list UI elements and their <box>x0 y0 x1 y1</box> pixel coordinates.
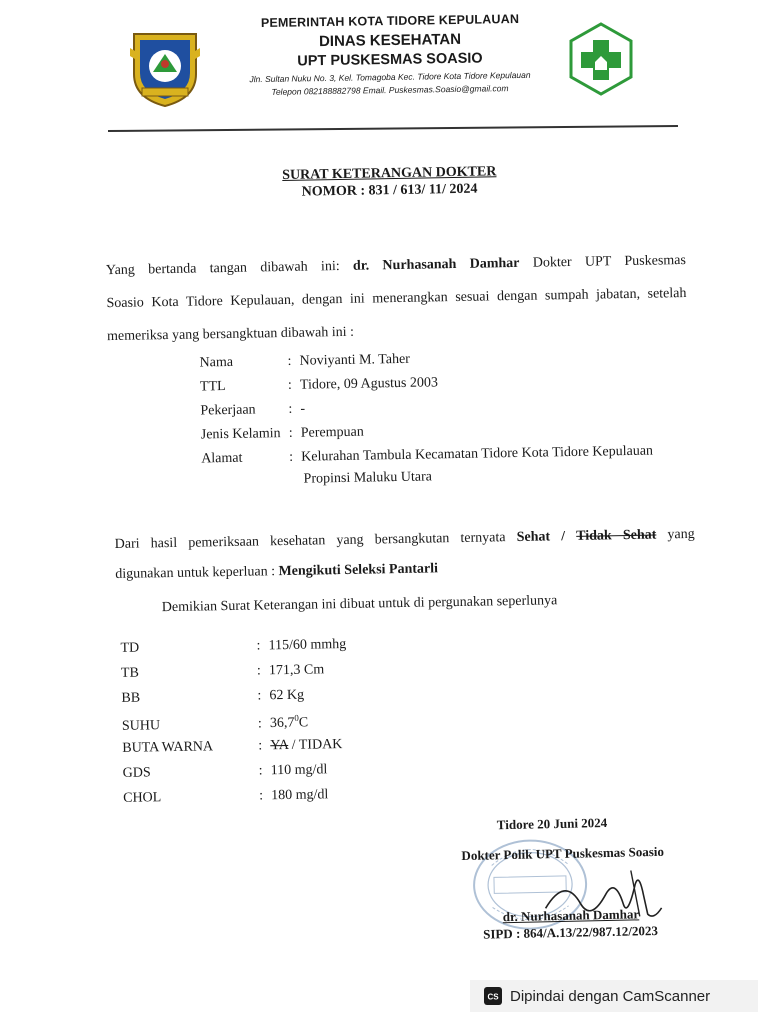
status-healthy: Sehat / <box>516 529 566 545</box>
signature-name: dr. Nurhasanah Damhar <box>502 906 640 925</box>
letterhead-department: DINAS KESEHATAN <box>318 30 462 51</box>
purpose: Mengikuti Seleksi Pantarli <box>278 561 439 580</box>
signature-sipd: SIPD : 864/A.13/22/987.12/2023 <box>482 922 659 942</box>
signature-date: Tidore 20 Juni 2024 <box>496 815 608 833</box>
camscanner-watermark <box>470 980 758 1012</box>
identity-pekerjaan: Pekerjaan : - <box>200 401 306 419</box>
doctor-name: dr. Nurhasanah Damhar <box>352 255 520 274</box>
camscanner-icon <box>484 987 502 1005</box>
identity-alamat-line-2: Propinsi Maluku Utara <box>303 469 433 487</box>
identity-ttl: TTL : Tidore, 09 Agustus 2003 <box>199 375 439 395</box>
intro-line-2: Soasio Kota Tidore Kepulauan, dengan ini menerangkan sesuai dengan sumpah jabatan, setelah <box>106 285 687 312</box>
camscanner-label: Dipindai dengan CamScanner <box>510 987 711 1005</box>
letterhead-clinic: UPT PUSKESMAS SOASIO <box>297 50 483 70</box>
result-closing: Demikian Surat Keterangan ini dibuat untuk di pergunakan seperlunya <box>161 593 558 616</box>
vital-suhu: SUHU : 36,7$^0$C <box>121 712 309 734</box>
result-line-1: Dari hasil pemeriksaan kesehatan yang bersangkutan ternyata Sehat / Tidak Sehat yang <box>114 526 695 552</box>
identity-nama: Nama : Noviyanti M. Taher <box>199 351 411 371</box>
svg-text:CS: CS <box>487 992 499 1002</box>
vital-bb: BB : 62 Kg <box>121 687 305 706</box>
vital-td: TD : 115/60 mmhg <box>120 636 347 656</box>
vital-chol: CHOL : 180 mg/dl <box>123 787 329 806</box>
letter-title: SURAT KETERANGAN DOKTER <box>282 164 497 184</box>
letterhead-address: Jln. Sultan Nuku No. 3, Kel. Tomagoba Kec. Tidore Kota Tidore Kepulauan <box>249 69 531 85</box>
signature-position: Dokter Polik UPT Puskesmas Soasio <box>461 843 665 864</box>
vital-buta-warna: BUTA WARNA : YA / TIDAK <box>122 737 343 756</box>
status-unhealthy-struck: Tidak Sehat <box>576 527 657 544</box>
vital-gds: GDS : 110 mg/dl <box>122 762 328 781</box>
letter-number: NOMOR : 831 / 613/ 11/ 2024 <box>301 181 478 200</box>
letterhead-government: PEMERINTAH KOTA TIDORE KEPULAUAN <box>260 11 520 31</box>
identity-alamat: Alamat : Kelurahan Tambula Kecamatan Tidore Kota Tidore Kepulauan <box>201 443 654 467</box>
identity-jenis-kelamin: Jenis Kelamin : Perempuan <box>200 424 364 443</box>
intro-line-1: Yang bertanda tangan dibawah ini: dr. Nurhasanah Damhar Dokter UPT Puskesmas <box>105 252 687 279</box>
intro-line-3: memeriksa yang bersangktuan dibawah ini : <box>106 324 355 345</box>
letterhead-contact: Telepon 082188882798 Email. Puskesmas.Soasio@gmail.com <box>271 83 509 97</box>
vital-tb: TB : 171,3 Cm <box>120 662 325 681</box>
result-line-2: digunakan untuk keperluan : Mengikuti Seleksi Pantarli <box>115 561 439 582</box>
